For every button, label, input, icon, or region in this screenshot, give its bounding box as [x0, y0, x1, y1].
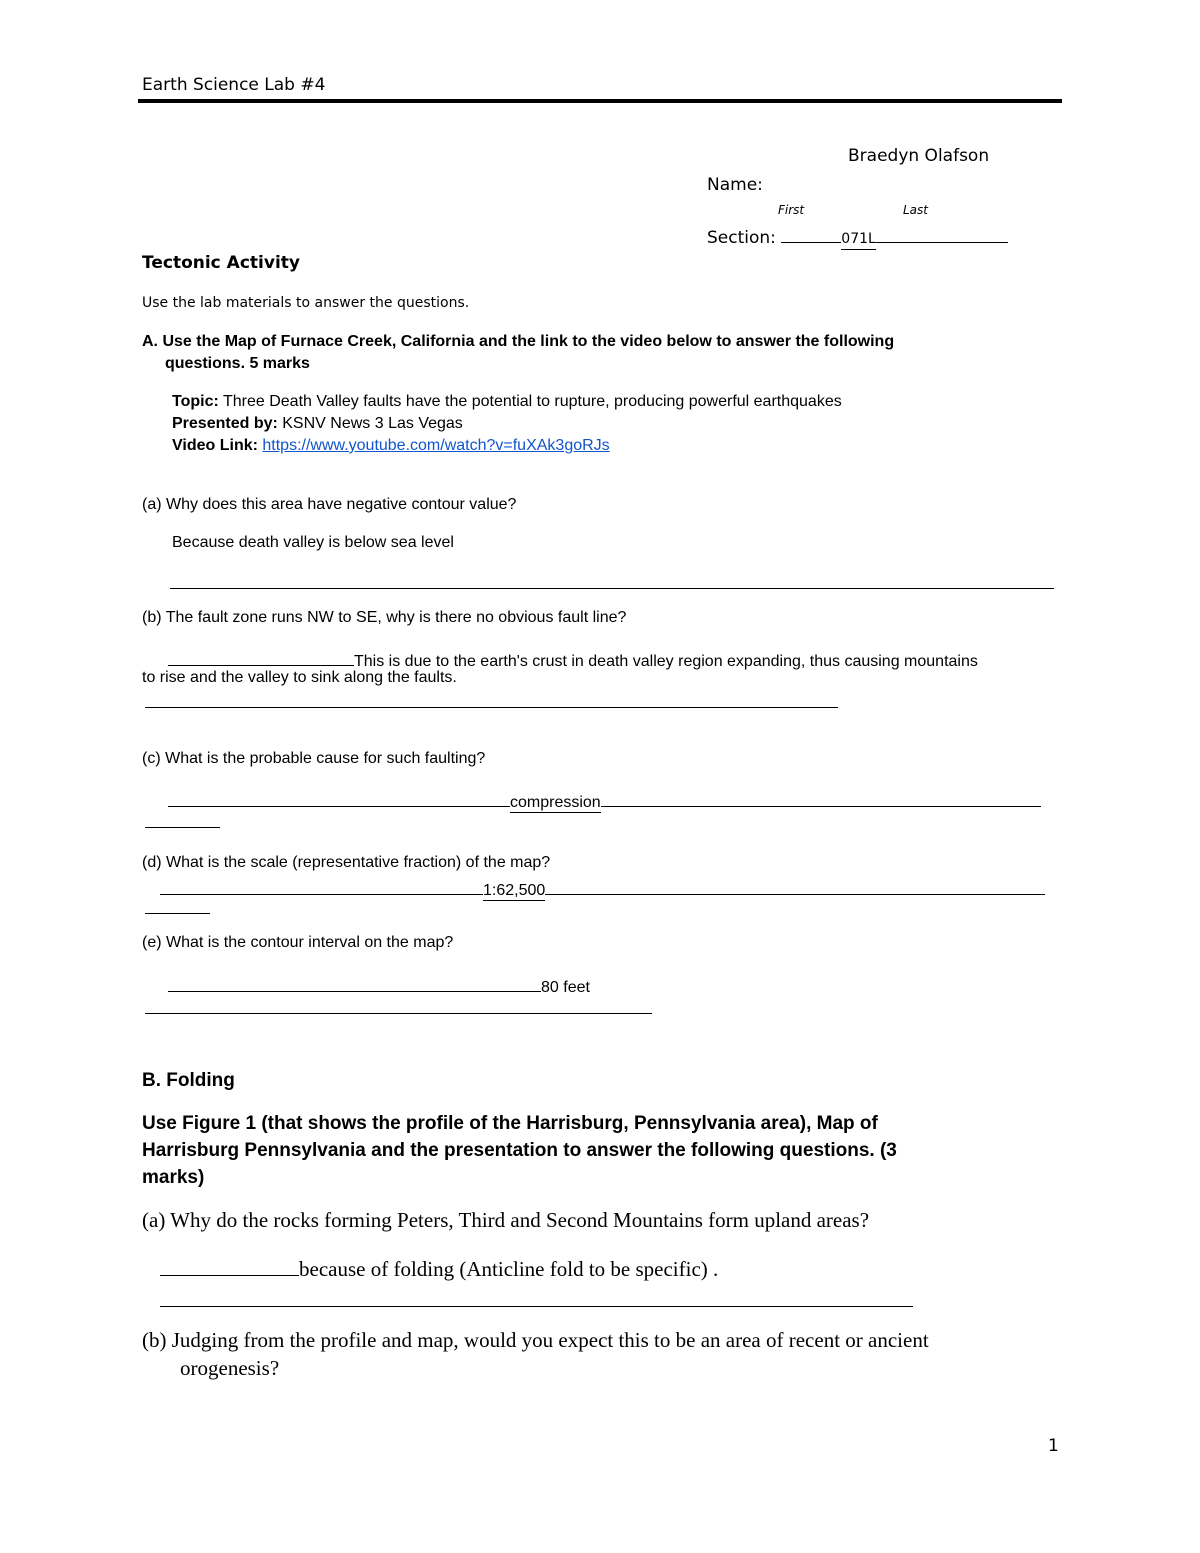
presented-by-line — [172, 415, 463, 433]
question-b-fault-line: (b) The fault zone runs NW to SE, why is there no obvious fault line? — [142, 609, 627, 626]
part-b-instructions-line1: Use Figure 1 (that shows the profile of the Harrisburg, Pennsylvania area), Map of — [142, 1113, 878, 1134]
part-b-instructions-line3: marks) — [142, 1167, 205, 1188]
answer-blank — [601, 788, 1041, 807]
answer-c-line — [168, 788, 1041, 813]
answer-line — [145, 913, 210, 914]
answer-blank — [168, 647, 354, 666]
answer-b-line2: to rise and the valley to sink along the faults. — [142, 669, 457, 686]
topic-line — [172, 393, 842, 411]
question-d-scale: (d) What is the scale (representative fraction) of the map? — [142, 854, 551, 871]
section-blank-left — [781, 224, 841, 243]
answer-b-a-line — [160, 1253, 718, 1282]
question-a-negative-contour: (a) Why does this area have negative contour value? — [142, 496, 517, 513]
section-heading-folding: B. Folding — [142, 1070, 235, 1091]
answer-line — [160, 1306, 913, 1307]
last-name-caption: Last — [903, 203, 928, 217]
page-number: 1 — [1048, 1436, 1059, 1456]
part-a-title-line1: A. Use the Map of Furnace Creek, California and the link to the video below to answer the following — [142, 333, 895, 350]
answer-blank — [168, 973, 541, 992]
part-b-instructions-line2: Harrisburg Pennsylvania and the presentation to answer the following questions. (3 — [142, 1140, 897, 1161]
answer-blank — [168, 788, 510, 807]
topic-text: Three Death Valley faults have the potential to rupture, producing powerful earthquakes — [218, 393, 842, 410]
section-heading-tectonic: Tectonic Activity — [142, 253, 300, 273]
answer-b-a-text: because of folding (Anticline fold to be specific) . — [299, 1257, 719, 1281]
presented-by-label: Presented by: — [172, 415, 278, 432]
document-header-title: Earth Science Lab #4 — [142, 75, 326, 95]
instructions-text: Use the lab materials to answer the questions. — [142, 295, 470, 311]
topic-label: Topic: — [172, 393, 219, 410]
answer-a-negative-contour: Because death valley is below sea level — [172, 534, 454, 551]
answer-line — [170, 588, 1054, 589]
answer-blank — [160, 1253, 299, 1276]
question-c-cause: (c) What is the probable cause for such faulting? — [142, 750, 486, 767]
answer-e-value: 80 feet — [541, 979, 590, 996]
video-link-line — [172, 437, 610, 455]
answer-b-text-line1: This is due to the earth's crust in death valley region expanding, thus causing mountains — [354, 653, 978, 670]
section-value: 071L — [841, 231, 876, 250]
first-name-caption: First — [778, 203, 805, 217]
answer-d-line — [160, 876, 1045, 901]
answer-line — [145, 707, 838, 708]
answer-line — [145, 827, 220, 828]
video-link[interactable]: https://www.youtube.com/watch?v=fuXAk3goRJs — [262, 437, 610, 454]
answer-b-line1 — [168, 647, 978, 671]
answer-c-value: compression — [510, 794, 601, 811]
answer-blank — [545, 876, 1045, 895]
section-field — [707, 224, 1008, 250]
name-label: Name: — [707, 175, 763, 195]
header-rule — [138, 99, 1062, 103]
student-full-name: Braedyn Olafson — [848, 146, 990, 166]
question-e-contour-interval: (e) What is the contour interval on the map? — [142, 934, 454, 951]
part-a-title-line2: questions. 5 marks — [165, 355, 310, 372]
answer-d-value: 1:62,500 — [483, 882, 546, 899]
section-label: Section: — [707, 228, 776, 248]
answer-e-line — [168, 973, 590, 997]
answer-line — [145, 1013, 652, 1014]
video-link-label: Video Link: — [172, 437, 258, 454]
question-b-a-upland: (a) Why do the rocks forming Peters, Third and Second Mountains form upland areas? — [142, 1208, 870, 1232]
answer-blank — [160, 876, 483, 895]
section-blank-right — [876, 224, 1008, 243]
question-b-b-line1: (b) Judging from the profile and map, would you expect this to be an area of recent or ancient — [142, 1328, 929, 1352]
question-b-b-line2: orogenesis? — [180, 1356, 280, 1380]
presented-by-text: KSNV News 3 Las Vegas — [277, 415, 463, 432]
